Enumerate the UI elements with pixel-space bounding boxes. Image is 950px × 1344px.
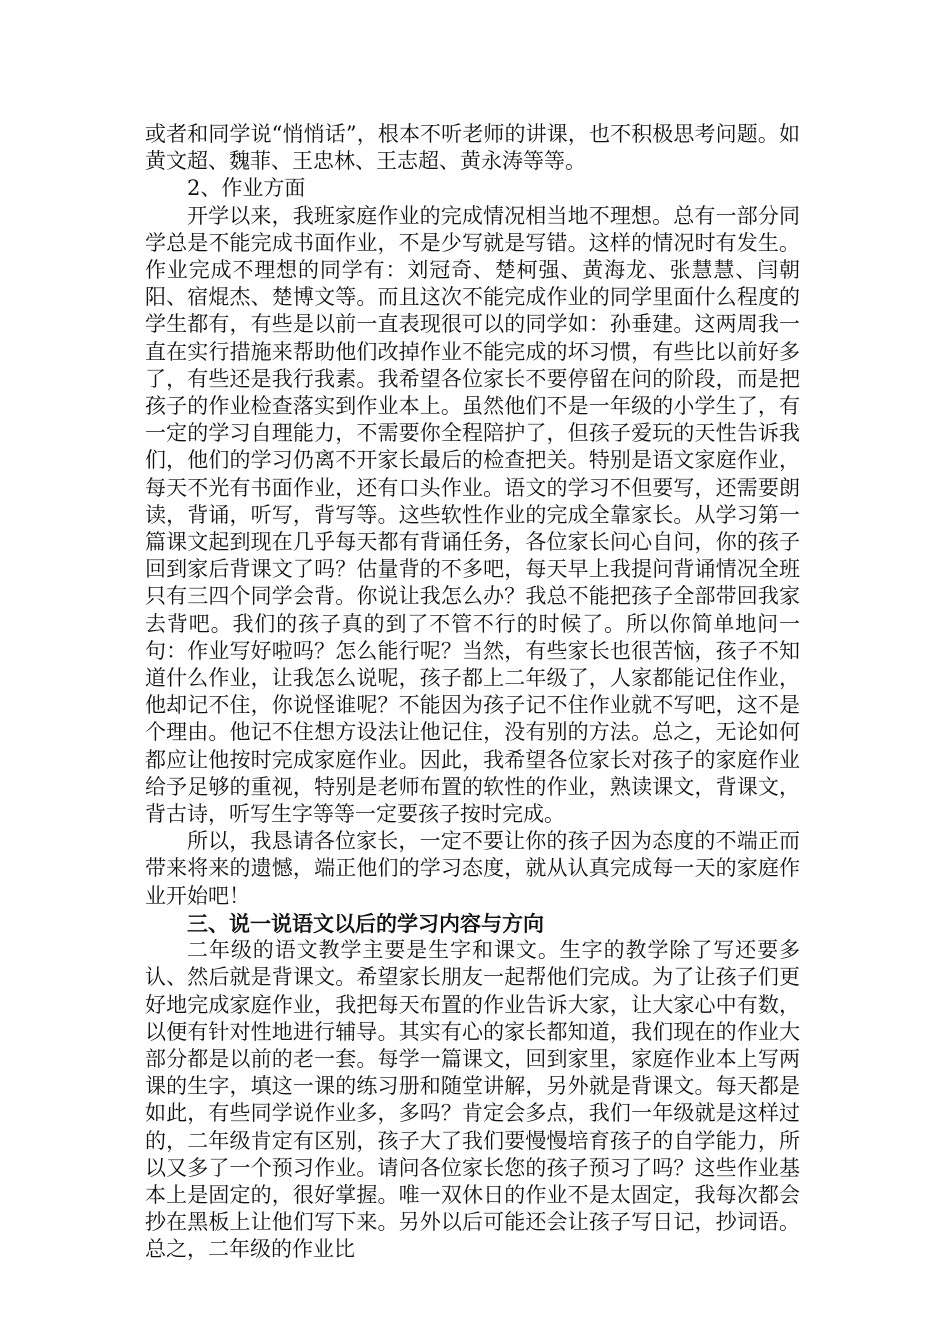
document-page [145, 121, 800, 1264]
subheading-homework: 2、作业方面 [187, 176, 306, 201]
section-heading-three: 三、说一说语文以后的学习内容与方向 [187, 910, 544, 936]
paragraph-learning-content: 二年级的语文教学主要是生字和课文。生字的教学除了写还要多认、然后就是背课文。希望家长朋友一起帮他们完成。为了让孩子们更好地完成家庭作业，我把每天布置的作业告诉大家，让大家心中有数，以便有针对性地进行辅导。其实有心的家长都知道，我们现在的作业大部分都是以前的老一套。每学一篇课文，回到家里，家庭作业本上写两课的生字，填这一课的练习册和随堂讲解，另外就是背课文。每天都是如此，有些同学说作业多，多吗？肯定会多点，我们一年级就是这样过的，二年级肯定有区别，孩子大了我们要慢慢培育孩子的自学能力，所以又多了一个预习作业。请问各位家长您的孩子预习了吗？这些作业基本上是固定的，很好掌握。唯一双休日的作业不是太固定，我每次都会抄在黑板上让他们写下来。另外以后可能还会让孩子写日记，抄词语。总之，二年级的作业比 [145, 938, 800, 1262]
paragraph-continuation: 或者和同学说“悄悄话”，根本不听老师的讲课，也不积极思考问题。如黄文超、魏菲、王忠林、王志超、黄永涛等等。 [145, 122, 800, 174]
paragraph-homework: 开学以来，我班家庭作业的完成情况相当地不理想。总有一部分同学总是不能完成书面作业，不是少写就是写错。这样的情况时有发生。作业完成不理想的同学有：刘冠奇、楚柯强、黄海龙、张慧慧、闫朝阳、宿焜杰、楚博文等。而且这次不能完成作业的同学里面什么程度的学生都有，有些是以前一直表现很可以的同学如：孙垂建。这两周我一直在实行措施来帮助他们改掉作业不能完成的坏习惯，有些比以前好多了，有些还是我行我素。我希望各位家长不要停留在问的阶段，而是把孩子的作业检查落实到作业本上。虽然他们不是一年级的小学生了，有一定的学习自理能力，不需要你全程陪护了，但孩子爱玩的天性告诉我们，他们的学习仍离不开家长最后的检查把关。特别是语文家庭作业，每天不光有书面作业，还有口头作业。语文的学习不但要写，还需要朗读，背诵，听写，背写等。这些软性作业的完成全靠家长。从学习第一篇课文起到现在几乎每天都有背诵任务，各位家长问心自问，你的孩子回到家后背课文了吗？估量背的不多吧，每天早上我提问背诵情况全班只有三四个同学会背。你说让我怎么办？我总不能把孩子全部带回我家去背吧。我们的孩子真的到了不管不行的时候了。所以你简单地问一句：作业写好啦吗？怎么能行呢？当然，有些家长也很苦恼，孩子不知道什么作业，让我怎么说呢，孩子都上二年级了，人家都能记住作业，他却记不住，你说怪谁呢？不能因为孩子记不住作业就不写吧，这不是个理由。他记不住想方设法让他记住，没有别的方法。总之，无论如何都应让他按时完成家庭作业。因此，我希望各位家长对孩子的家庭作业给予足够的重视，特别是老师布置的软性的作业，熟读课文，背课文，背古诗，听写生字等等一定要孩子按时完成。 [145, 203, 800, 827]
paragraph-appeal: 所以，我恳请各位家长，一定不要让你的孩子因为态度的不端正而带来将来的遗憾，端正他们的学习态度，就从认真完成每一天的家庭作业开始吧！ [145, 829, 800, 908]
